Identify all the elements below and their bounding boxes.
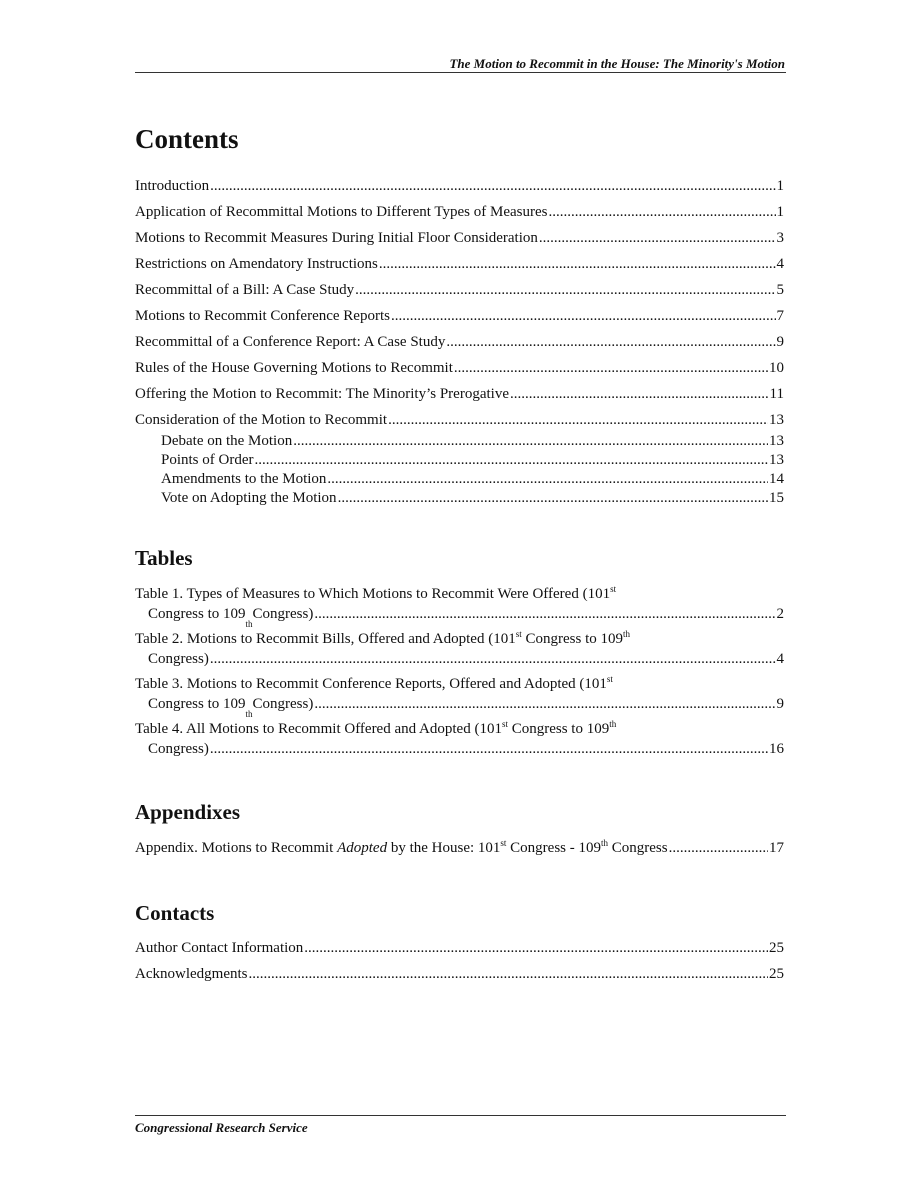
ordinal-suffix: st — [515, 629, 522, 639]
contacts-heading: Contacts — [135, 901, 215, 925]
contents-heading: Contents — [135, 124, 239, 154]
toc-entry-page: 5 — [776, 282, 784, 298]
toc-entry-page: 10 — [769, 360, 784, 376]
toc-entry-page: 25 — [769, 966, 784, 982]
ordinal-suffix: th — [622, 629, 630, 639]
leader-dots — [255, 452, 769, 469]
toc-sub-entry[interactable] — [161, 433, 784, 450]
toc-entry-title: Rules of the House Governing Motions to Recommit — [135, 360, 453, 376]
toc-entry-title: Vote on Adopting the Motion — [161, 490, 337, 506]
leader-dots — [539, 230, 776, 247]
leader-dots — [388, 412, 768, 429]
toc-sub-entry[interactable] — [161, 490, 784, 507]
toc-entry-title: Points of Order — [161, 452, 254, 468]
toc-entry-page: 1 — [776, 178, 784, 194]
toc-entry-title: Restrictions on Amendatory Instructions — [135, 256, 378, 272]
tables-heading: Tables — [135, 546, 193, 570]
entry-text: Congress to 109 — [507, 721, 610, 737]
toc-entry-page: 13 — [769, 412, 784, 428]
leader-dots — [338, 490, 768, 507]
toc-entry-page: 9 — [776, 696, 784, 712]
toc-entry-page: 7 — [776, 308, 784, 324]
entry-text — [135, 840, 668, 857]
table-list-entry[interactable] — [135, 629, 784, 669]
toc-entry-title: Application of Recommittal Motions to Different Types of Measures — [135, 204, 548, 220]
toc-entry[interactable] — [135, 308, 784, 325]
toc-entry-title: Debate on the Motion — [161, 433, 293, 449]
running-header: The Motion to Recommit in the House: The Minority's Motion — [449, 56, 785, 71]
table-list-entry[interactable]: Table 1. Types of Measures to Which Motions to Recommit Were Offered (101st Congress to 109 th Congress) ..... 2 — [135, 584, 784, 624]
toc-entry[interactable] — [135, 282, 784, 299]
ordinal-suffix: th — [601, 838, 609, 848]
toc-entry-page: 11 — [769, 386, 784, 402]
toc-entry-page: 17 — [769, 840, 784, 856]
header-rule — [135, 72, 786, 73]
toc-entry-title: Author Contact Information — [135, 940, 304, 956]
leader-dots — [669, 840, 768, 857]
toc-entry[interactable] — [135, 386, 784, 403]
entry-text: Table 1. Types of Measures to Which Motions to Recommit Were Offered (101 — [135, 586, 611, 602]
entry-text: Congress to 109 — [521, 631, 623, 647]
toc-entry[interactable] — [135, 204, 784, 221]
toc-sub-entry[interactable] — [161, 452, 784, 469]
toc-entry[interactable] — [135, 334, 784, 351]
entry-text: Congress to 109 — [148, 696, 246, 712]
appendix-entry[interactable] — [135, 840, 784, 857]
entry-text: Congress) — [252, 696, 314, 712]
entry-text-italic: Adopted — [337, 840, 388, 856]
entry-text: Congress to 109 — [148, 606, 246, 622]
footer-rule — [135, 1115, 786, 1116]
toc-sub-entry[interactable] — [161, 471, 784, 488]
toc-entry-title: Motions to Recommit Conference Reports — [135, 308, 390, 324]
toc-entry-page: 2 — [776, 606, 784, 622]
leader-dots — [210, 739, 768, 759]
toc-entry[interactable] — [135, 230, 784, 247]
leader-dots — [210, 649, 776, 669]
entry-text: Table 3. Motions to Recommit Conference Reports, Offered and Adopted (101 — [135, 676, 607, 692]
toc-entry-page: 3 — [776, 230, 784, 246]
toc-entry-title: Recommittal of a Conference Report: A Case Study — [135, 334, 446, 350]
toc-entry-page: 4 — [776, 651, 784, 667]
entry-text-part: Appendix. Motions to Recommit — [135, 840, 338, 856]
toc-entry-page: 13 — [769, 452, 784, 468]
leader-dots — [314, 604, 775, 624]
leader-dots — [454, 360, 768, 377]
toc-entry-title: Amendments to the Motion — [161, 471, 327, 487]
toc-entry[interactable] — [135, 360, 784, 377]
toc-entry-page: 14 — [769, 471, 784, 487]
entry-text-part: by the House: 101 — [387, 840, 501, 856]
toc-entry-page: 4 — [776, 256, 784, 272]
table-list-entry[interactable]: Table 3. Motions to Recommit Conference Reports, Offered and Adopted (101st Congress to 109 th Congress) ..... 9 — [135, 674, 784, 714]
entry-text: Table 4. All Motions to Recommit Offered and Adopted (101 — [135, 721, 502, 737]
toc-entry-page: 13 — [769, 433, 784, 449]
ordinal-suffix: th — [609, 719, 617, 729]
leader-dots — [379, 256, 776, 273]
entry-text: Congress) — [148, 741, 209, 757]
toc-entry[interactable] — [135, 412, 784, 429]
leader-dots — [355, 282, 775, 299]
leader-dots — [446, 334, 775, 351]
toc-entry-page: 15 — [769, 490, 784, 506]
leader-dots — [248, 966, 768, 983]
toc-entry-page: 25 — [769, 940, 784, 956]
leader-dots — [293, 433, 768, 450]
ordinal-suffix: st — [606, 674, 613, 684]
running-footer: Congressional Research Service — [135, 1120, 308, 1135]
toc-entry-page: 1 — [776, 204, 784, 220]
entry-text-part: Congress — [608, 840, 668, 856]
leader-dots — [510, 386, 769, 403]
table-list-entry[interactable] — [135, 719, 784, 759]
entry-text: Congress) — [148, 651, 209, 667]
entry-text: Table 2. Motions to Recommit Bills, Offered and Adopted (101 — [135, 631, 516, 647]
toc-entry[interactable] — [135, 178, 784, 195]
toc-entry-title: Acknowledgments — [135, 966, 248, 982]
toc-entry-title: Offering the Motion to Recommit: The Minority’s Prerogative — [135, 386, 509, 402]
toc-entry[interactable] — [135, 966, 784, 983]
leader-dots — [391, 308, 776, 325]
toc-entry-title: Consideration of the Motion to Recommit — [135, 412, 388, 428]
leader-dots — [314, 694, 775, 714]
toc-entry[interactable] — [135, 940, 784, 957]
toc-entry-title: Introduction — [135, 178, 210, 194]
toc-entry-title: Motions to Recommit Measures During Initial Floor Consideration — [135, 230, 538, 246]
toc-entry-title: Recommittal of a Bill: A Case Study — [135, 282, 355, 298]
leader-dots — [327, 471, 768, 488]
toc-entry-page: 9 — [776, 334, 784, 350]
leader-dots — [549, 204, 776, 221]
ordinal-suffix: st — [500, 838, 507, 848]
leader-dots — [210, 178, 775, 195]
ordinal-suffix: st — [501, 719, 508, 729]
entry-text-part: Congress - 109 — [506, 840, 601, 856]
appendixes-heading: Appendixes — [135, 800, 241, 824]
toc-entry[interactable] — [135, 256, 784, 273]
toc-entry-page: 16 — [769, 741, 784, 757]
ordinal-suffix: st — [610, 584, 617, 594]
entry-text: Congress) — [252, 606, 314, 622]
leader-dots — [304, 940, 768, 957]
